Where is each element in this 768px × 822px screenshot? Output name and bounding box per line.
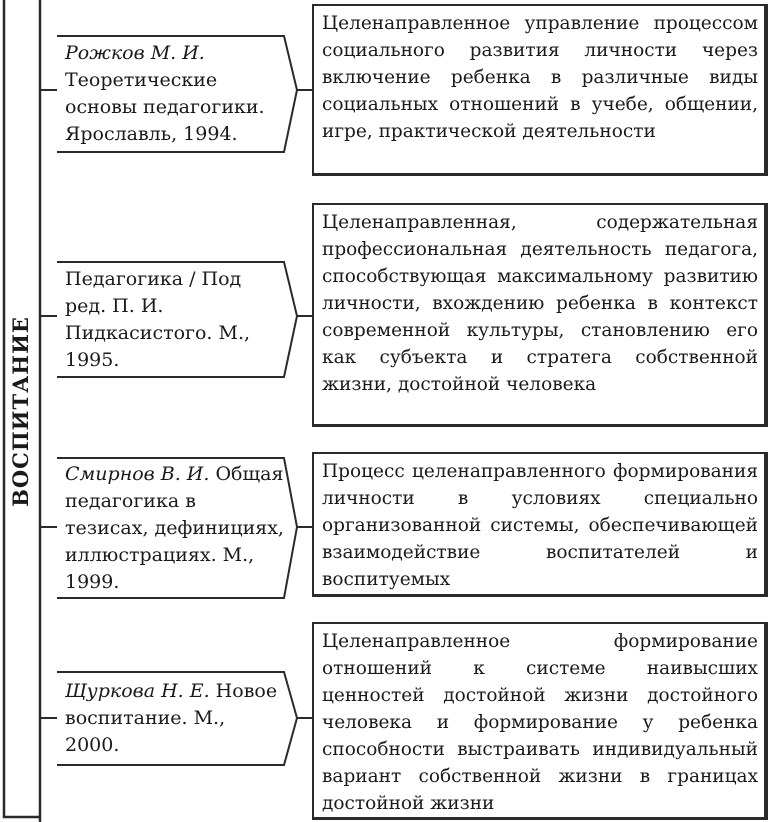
source-3-text [65,461,285,596]
definition-1 [312,4,768,176]
source-1-text [65,40,285,148]
definition-4-text: Целенаправленное формирование отношений к системе наивысших ценностей достойной жизни достойного человека и формирование у ребенка способности выстраивать индивидуальный вариант собственной жизни в границах достойной жизни [322,631,758,814]
source-4-text [65,678,285,759]
definition-2-text: Целенаправленная, содержательная профессиональная деятельность педагога, способствующая максимальному развитию личности, вхождению ребенка в контекст современной культуры, становлению его как субъекта и стратега собственной жизни, достойной человека [322,212,758,395]
source-4-author: Щуркова Н. Е. [65,680,210,702]
source-1-title: Теоретические основы педагогики. Ярославль, 1994. [65,69,265,145]
source-4 [57,674,285,763]
source-2-text [65,266,285,374]
definition-1-text: Целенаправленное управление процессом социального развития личности через включение ребенка в различные виды социальных отношений в учебе, общении, игре, практической деятельности [322,13,758,142]
source-1 [57,38,285,150]
diagram-title [0,0,40,822]
source-3-author: Смирнов В. И. [65,462,210,485]
source-1-author: Рожков М. И. [65,42,205,64]
definition-3-text: Процесс целенаправленного формирования личности в условиях специально организованной системы, обеспечивающей взаимодействие воспитателей и воспитуемых [322,461,758,590]
definition-3 [312,452,768,597]
definition-4 [312,622,768,820]
source-3 [57,460,285,596]
diagram-title-text: ВОСПИТАНИЕ [7,315,33,507]
definition-2 [312,203,768,427]
source-2-title: Педагогика / Под ред. П. И. Пидкасистого. М., 1995. [65,267,251,371]
source-3-title: Общая педагогика в тезисах, дефинициях, иллюстрациях. М., 1999. [65,462,284,593]
source-4-title: Новое воспитание. М., 2000. [65,680,278,756]
source-2 [57,264,285,375]
